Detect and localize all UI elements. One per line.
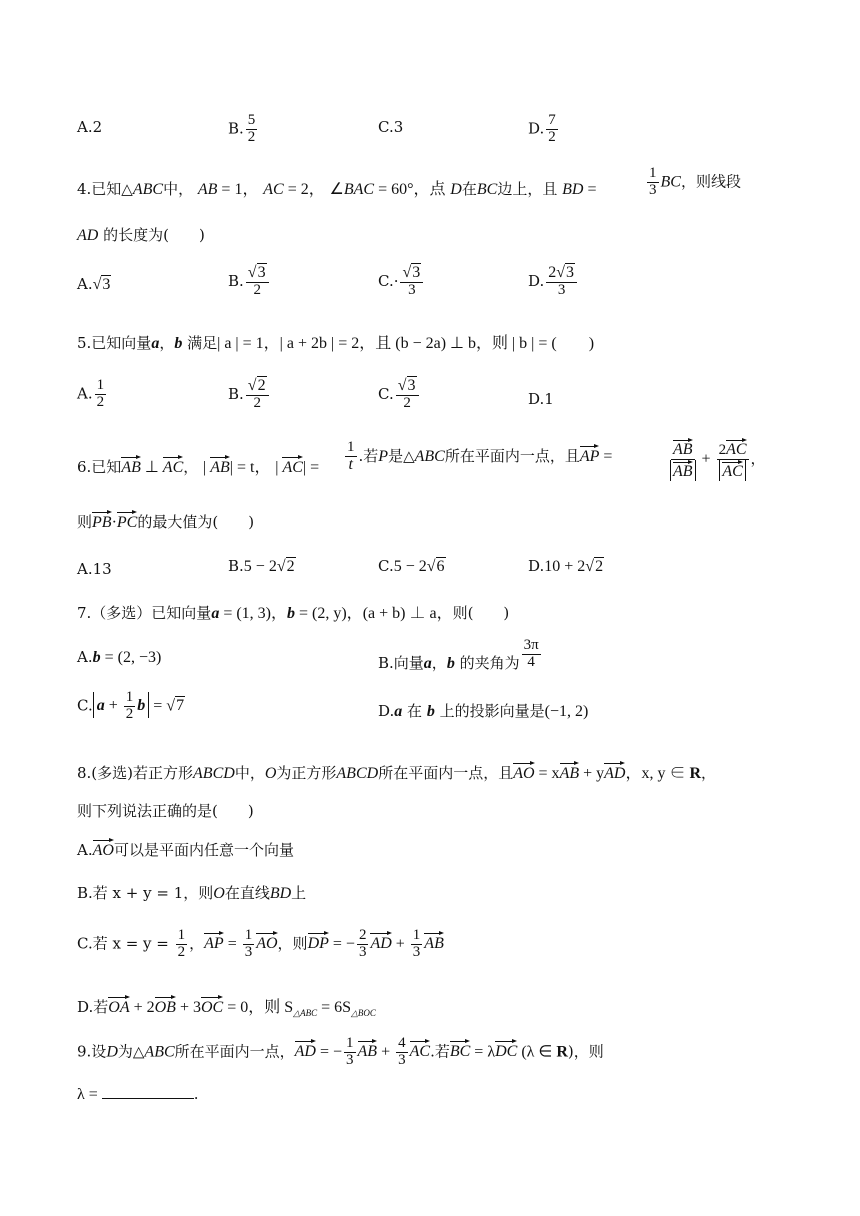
q6-option-c: C.5 − 2√6 bbox=[378, 557, 445, 575]
q5-option-c: C. $\frac{√3}{2}$ bbox=[378, 378, 421, 412]
q5-option-d: D.1 bbox=[528, 390, 554, 408]
fraction: $\frac{7}{2}$ bbox=[548, 112, 556, 145]
q3-option-a: A.2 bbox=[77, 118, 103, 136]
q4-option-a: A.√3 bbox=[77, 275, 111, 293]
q4-option-c: C.· $\frac{√3}{3}$ bbox=[378, 265, 425, 299]
q7-option-d: D.a 在 b 上的投影向量是(−1, 2) bbox=[378, 702, 589, 720]
q4-option-d: D. $\frac{2√3}{3}$ bbox=[528, 265, 579, 299]
fraction: $\frac{5}{2}$ bbox=[247, 112, 256, 145]
q3-option-c: C.3 bbox=[378, 118, 404, 136]
q6-option-a: A.13 bbox=[77, 560, 112, 578]
q4-option-b: B. $\frac{√3}{2}$ bbox=[228, 265, 271, 299]
q5-option-b: B. $\frac{√2}{2}$ bbox=[228, 378, 271, 412]
q3-option-d: D. $\frac{7}{2}$ bbox=[528, 112, 556, 145]
q7-option-b: B.向量a，b 的夹角为 $\frac{3\pi}{4}$ bbox=[378, 637, 539, 673]
answer-blank[interactable] bbox=[102, 1084, 194, 1099]
fraction: $\frac{AB}{AB}$ + $\frac{2AC}{AC}$ ， bbox=[668, 438, 766, 481]
q6-option-b: B.5 − 2√2 bbox=[228, 557, 295, 575]
fraction: $\frac{1}{3}$ BC，则线段 bbox=[649, 165, 741, 198]
q5-option-a: A. $\frac{1}{2}$ bbox=[77, 377, 105, 410]
q6-option-d: D.10 + 2√2 bbox=[528, 557, 604, 575]
q7-option-c: C. a + $\frac{1}{2}$ b = √7 bbox=[77, 689, 185, 722]
fraction: $\frac{1}{t}$ .若P是△ABC所在平面内一点，且AP = bbox=[347, 439, 613, 473]
q7-option-a: A.b = (2, −3) bbox=[77, 648, 162, 666]
q3-option-b: B. $\frac{5}{2}$ bbox=[228, 112, 256, 145]
